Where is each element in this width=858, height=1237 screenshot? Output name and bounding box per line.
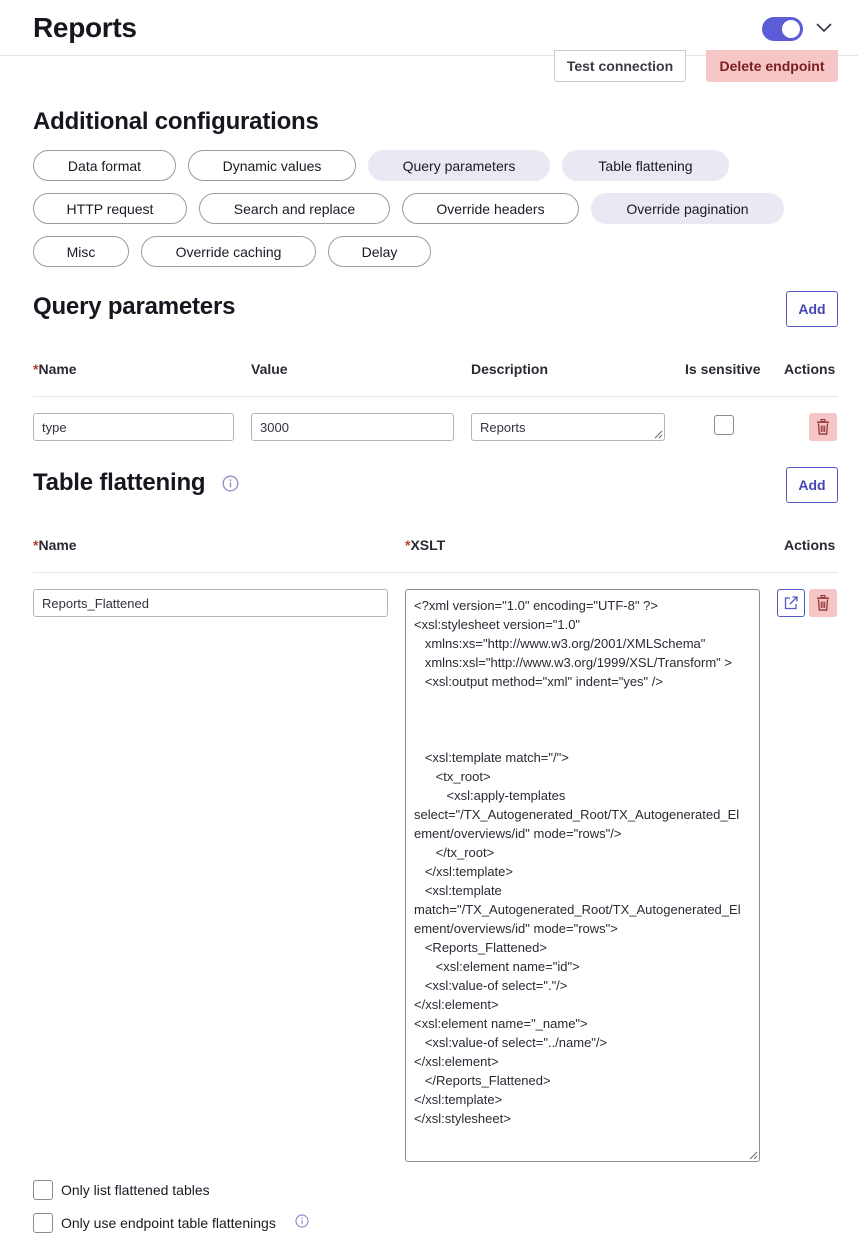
xslt-code	[414, 596, 751, 1128]
external-link-icon	[783, 595, 799, 611]
query-param-name-input[interactable]: type	[33, 413, 234, 441]
required-mark: *	[33, 537, 39, 553]
only-use-endpoint-checkbox[interactable]	[33, 1213, 53, 1233]
xslt-textarea[interactable]	[405, 589, 760, 1162]
xslt-line: <xsl:output method="xml" indent="yes" />	[414, 674, 663, 689]
xslt-line: xmlns:xs="http://www.w3.org/2001/XMLSchema"	[414, 636, 706, 651]
add-table-flattening-button[interactable]: Add	[786, 467, 838, 503]
chip-override-pagination[interactable]: Override pagination	[591, 193, 784, 224]
chip-dynamic-values[interactable]: Dynamic values	[188, 150, 356, 181]
xslt-line: </xsl:template>	[414, 1092, 503, 1107]
endpoint-enabled-toggle[interactable]	[762, 17, 803, 41]
column-header-actions: Actions	[784, 361, 836, 377]
chip-table-flattening[interactable]: Table flattening	[562, 150, 729, 181]
additional-configurations-title: Additional configurations	[33, 108, 319, 135]
chip-override-caching[interactable]: Override caching	[141, 236, 316, 267]
xslt-line: <xsl:element name="_name">	[414, 1016, 588, 1031]
xslt-line: xmlns:xsl="http://www.w3.org/1999/XSL/Transform" >	[414, 655, 732, 670]
xslt-line: <xsl:template	[414, 883, 502, 898]
xslt-line: <xsl:apply-templates	[414, 788, 566, 803]
chip-http-request[interactable]: HTTP request	[33, 193, 187, 224]
only-list-flattened-label: Only list flattened tables	[61, 1182, 210, 1198]
delete-endpoint-button[interactable]: Delete endpoint	[706, 50, 838, 82]
xslt-line	[414, 729, 751, 748]
trash-icon	[816, 595, 830, 611]
page-title: Reports	[33, 12, 137, 43]
add-query-parameter-button[interactable]: Add	[786, 291, 838, 327]
xslt-line: </xsl:stylesheet>	[414, 1111, 511, 1126]
column-header-value: Value	[251, 361, 288, 377]
only-use-endpoint-label: Only use endpoint table flattenings	[61, 1215, 276, 1231]
xslt-line: <xsl:stylesheet version="1.0"	[414, 617, 581, 632]
xslt-line: ement/overviews/id" mode="rows">	[414, 921, 618, 936]
page-header	[0, 0, 858, 56]
is-sensitive-checkbox[interactable]	[714, 415, 734, 435]
column-header-label: Name	[38, 361, 77, 377]
column-header-label: Name	[38, 537, 77, 553]
table-flattening-title: Table flattening	[33, 469, 206, 496]
open-xslt-editor-button[interactable]	[777, 589, 805, 617]
query-param-value-input[interactable]: 3000	[251, 413, 454, 441]
column-header-name	[33, 361, 77, 377]
xslt-line: </xsl:element>	[414, 1054, 499, 1069]
column-header-xslt	[405, 537, 445, 553]
xslt-line: <xsl:element name="id">	[414, 959, 580, 974]
column-header-is-sensitive: Is sensitive	[685, 361, 761, 377]
only-list-flattened-checkbox[interactable]	[33, 1180, 53, 1200]
column-header-actions: Actions	[784, 537, 836, 553]
required-mark: *	[33, 361, 39, 377]
xslt-line: </Reports_Flattened>	[414, 1073, 551, 1088]
query-param-description-input[interactable]	[471, 413, 665, 441]
xslt-line: </tx_root>	[414, 845, 495, 860]
xslt-line: </xsl:element>	[414, 997, 499, 1012]
chip-delay[interactable]: Delay	[328, 236, 431, 267]
xslt-line: match="/TX_Autogenerated_Root/TX_Autogenerated_El	[414, 902, 741, 917]
xslt-line: <xsl:value-of select="../name"/>	[414, 1035, 608, 1050]
trash-icon	[816, 419, 830, 435]
test-connection-button[interactable]: Test connection	[554, 50, 686, 82]
flattening-name-input[interactable]: Reports_Flattened	[33, 589, 388, 617]
xslt-line: select="/TX_Autogenerated_Root/TX_Autogenerated_El	[414, 807, 740, 822]
chip-override-headers[interactable]: Override headers	[402, 193, 579, 224]
xslt-line: </xsl:template>	[414, 864, 513, 879]
xslt-line: <xsl:template match="/">	[414, 750, 569, 765]
chip-search-and-replace[interactable]: Search and replace	[199, 193, 390, 224]
delete-table-flattening-button[interactable]	[809, 589, 837, 617]
xslt-line: <tx_root>	[414, 769, 491, 784]
header-divider	[33, 572, 838, 573]
column-header-name	[33, 537, 77, 553]
resize-grip-icon[interactable]	[654, 430, 663, 439]
chevron-down-icon[interactable]	[815, 20, 833, 34]
toggle-knob	[782, 20, 800, 38]
resize-grip-icon[interactable]	[749, 1151, 758, 1160]
chip-data-format[interactable]: Data format	[33, 150, 176, 181]
description-text: Reports	[480, 419, 526, 435]
required-mark: *	[405, 537, 411, 553]
xslt-line	[414, 691, 751, 710]
info-icon[interactable]	[222, 475, 239, 492]
query-parameters-title: Query parameters	[33, 293, 236, 320]
xslt-line	[414, 710, 751, 729]
header-divider	[33, 396, 838, 397]
xslt-line: <xsl:value-of select="."/>	[414, 978, 568, 993]
column-header-description: Description	[471, 361, 549, 377]
chip-misc[interactable]: Misc	[33, 236, 129, 267]
column-header-label: XSLT	[410, 537, 446, 553]
delete-query-parameter-button[interactable]	[809, 413, 837, 441]
info-icon[interactable]	[295, 1214, 309, 1228]
xslt-line: ement/overviews/id" mode="rows"/>	[414, 826, 622, 841]
xslt-line: <Reports_Flattened>	[414, 940, 547, 955]
xslt-line: <?xml version="1.0" encoding="UTF-8" ?>	[414, 598, 658, 613]
chip-query-parameters[interactable]: Query parameters	[368, 150, 550, 181]
